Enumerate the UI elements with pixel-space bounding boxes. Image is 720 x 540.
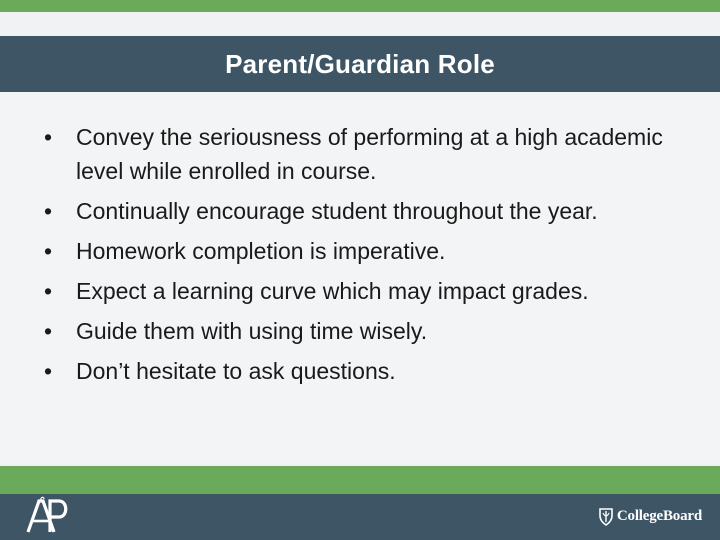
- bullet-text: Guide them with using time wisely.: [76, 318, 428, 344]
- collegeboard-shield-icon: [598, 506, 614, 526]
- bullet-text: Homework completion is imperative.: [76, 238, 446, 264]
- top-spacer: [0, 12, 720, 36]
- bullet-dot: •: [44, 124, 53, 150]
- bullet-dot: •: [44, 198, 53, 224]
- bullet-dot: •: [44, 318, 53, 344]
- bullet-item: [44, 234, 694, 268]
- bullet-text: Don’t hesitate to ask questions.: [76, 358, 396, 384]
- bullet-text: Convey the seriousness of performing at a high academic level while enrolled in course.: [76, 124, 663, 184]
- bullet-text: Continually encourage student throughout the year.: [76, 198, 598, 224]
- collegeboard-wordmark: CollegeBoard: [616, 507, 702, 524]
- content-area: [0, 92, 720, 464]
- bullet-item: [44, 354, 694, 388]
- bullet-dot: •: [44, 238, 53, 264]
- footer: [0, 494, 720, 540]
- bullet-item: [44, 120, 694, 188]
- bullet-dot: •: [44, 358, 53, 384]
- bullet-item: [44, 194, 694, 228]
- bullet-text: Expect a learning curve which may impact grades.: [76, 278, 589, 304]
- bullet-dot: •: [44, 278, 53, 304]
- bullet-item: [44, 274, 694, 308]
- title-bar: [0, 36, 720, 92]
- top-accent-bar: [0, 0, 720, 12]
- bottom-accent-bar: [0, 466, 720, 494]
- ap-logo-icon: [26, 496, 72, 536]
- bullet-list: [44, 120, 694, 394]
- bullet-item: [44, 314, 694, 348]
- slide-title: Parent/Guardian Role: [225, 48, 495, 79]
- collegeboard-logo: [598, 506, 702, 526]
